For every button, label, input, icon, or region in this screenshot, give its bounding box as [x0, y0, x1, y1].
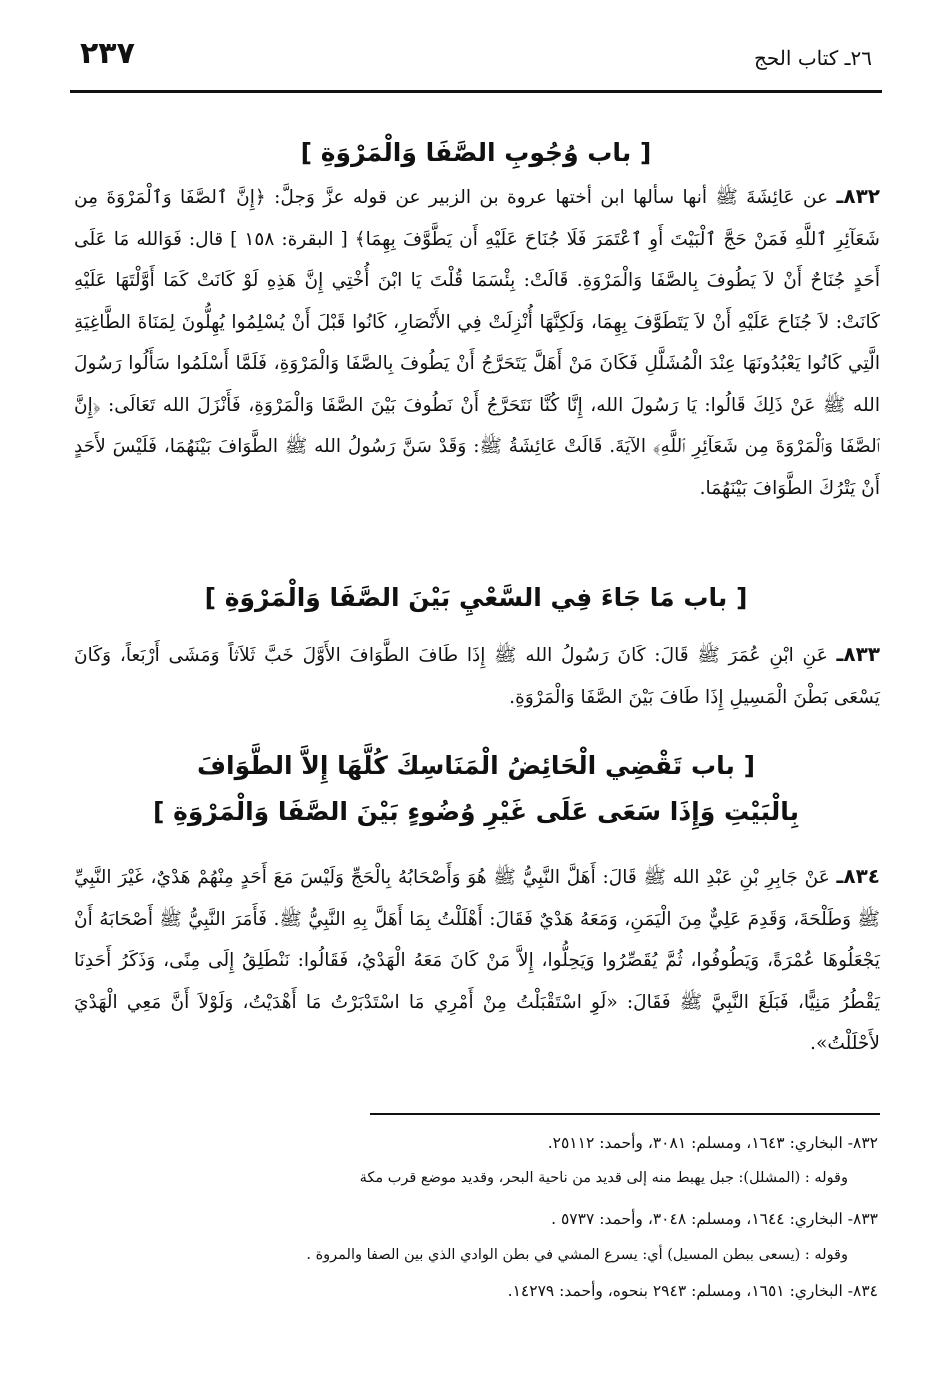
hadith-number: ٨٣٣ـ: [836, 642, 880, 666]
hadith-text: عَنْ جَابِرِ بْنِ عَبْدِ الله ﷺ قَالَ: أَهَلَّ النَّبِيُّ ﷺ هُوَ وَأَصْحَابُهُ بِالْحَجِّ وَلَيْسَ مَعَ أَحَدٍ مِنْهُمْ هَدْيٌ، غَيْرَ النَّبِيِّ ﷺ وَطَلْحَةَ، وَقَدِمَ عَلِيٌّ مِنَ الْيَمَنِ، وَمَعَهُ هَدْيٌ فَقَالَ: أَهْلَلْتُ بِمَا أَهَلَّ بِهِ النَّبِيُّ ﷺ. فَأَمَرَ النَّبِيُّ ﷺ أَصْحَابَهُ أَنْ يَجْعَلُوهَا عُمْرَةً، وَيَطُوفُوا، ثُمَّ يُقَصِّرُوا وَيَحِلُّوا، إِلاَّ مَنْ كَانَ مَعَهُ الْهَدْيُ، فَقَالُوا: نَنْطَلِقُ إِلَى مِنًى، وَذَكَرُ أَحَدِنَا يَقْطُرُ مَنِيًّا، فَبَلَغَ النَّبِيَّ ﷺ فَقَالَ: «لَوِ اسْتَقْبَلْتُ مِنْ أَمْرِي مَا اسْتَدْبَرْتُ مَا أَهْدَيْتُ، وَلَوْلاَ أَنَّ مَعِي الْهَدْيَ لأَحْلَلْتُ».: [74, 867, 880, 1054]
hadith-text: عن عَائِشَةَ ﷺ أنها سألها ابن أختها عروة بن الزبير عن قوله عزَّ وَجلَّ: ﴿إِنَّ ٱلصَّفَا وَٱلْمَرْوَةَ مِن شَعَآئِرِ ٱللَّهِ فَمَنْ حَجَّ ٱلْبَيْتَ أَوِ ٱعْتَمَرَ فَلَا جُنَاحَ عَلَيْهِ أَن يَطَّوَّفَ بِهِمَا﴾ [ البقرة: ١٥٨ ] قال: فَوَالله مَا عَلَى أَحَدٍ جُنَاحٌ أَنْ لاَ يَطُوفَ بِالصَّفَا وَالْمَرْوَةِ. قَالَتْ: بِئْسَمَا قُلْتَ يَا ابْنَ أُخْتِي إِنَّ هَذِهِ لَوْ كَانَتْ كَمَا أَوَّلْتَهَا عَلَيْهِ كَانَتْ: لاَ جُنَاحَ عَلَيْهِ أَنْ لاَ يَتَطَوَّفَ بِهِمَا، وَلَكِنَّهَا أُنْزِلَتْ فِي الأَنْصَارِ، كَانُوا قَبْلَ أَنْ يُسْلِمُوا يُهِلُّونَ لِمَنَاةَ الطَّاغِيَةِ الَّتِي كَانُوا يَعْبُدُونَهَا عِنْدَ الْمُشَلَّلِ فَكَانَ مَنْ أَهَلَّ يَتَحَرَّجُ أَنْ يَطُوفَ بِالصَّفَا وَالْمَرْوَةِ، فَلَمَّا أَسْلَمُوا سَأَلُوا رَسُولَ الله ﷺ عَنْ ذَلِكَ قَالُوا: يَا رَسُولَ الله، إِنَّا كُنَّا نَتَحَرَّجُ أَنْ نَطُوفَ بَيْنَ الصَّفَا وَالْمَرْوَةِ، فَأَنْزَلَ الله تَعَالَى: ﴿إِنَّ ٱلصَّفَا وَٱلْمَرْوَةَ مِن شَعَآئِرِ ٱللَّهِ﴾ الآيَةَ. قَالَتْ عَائِشَةُ ﷺ: وَقَدْ سَنَّ رَسُولُ الله ﷺ الطَّوَافَ بَيْنَهُمَا، فَلَيْسَ لأَحَدٍ أَنْ يَتْرُكَ الطَّوَافَ بَيْنَهُمَا.: [74, 187, 881, 499]
hadith-834: [74, 856, 880, 1065]
hadith-832: [74, 176, 880, 509]
footnote: ٨٣٤- البخاري: ١٦٥١، ومسلم: ٢٩٤٣ بنحوه، وأحمد: ١٤٢٧٩.: [507, 1282, 878, 1300]
chapter-title: [ باب مَا جَاءَ فِي السَّعْيِ بَيْنَ الصَّفَا وَالْمَرْوَةِ ]: [204, 583, 748, 612]
page-header: [70, 28, 880, 88]
header-rule: [70, 90, 882, 93]
chapter-title: [ باب وُجُوبِ الصَّفَا وَالْمَرْوَةِ ]: [300, 138, 652, 167]
footnote-rule: [370, 1113, 880, 1115]
chapter-title-line-1: [ باب تَقْضِي الْحَائِضُ الْمَنَاسِكَ كُلَّهَا إِلاَّ الطَّوَافَ: [197, 751, 755, 780]
footnote: ٨٣٣- البخاري: ١٦٤٤، ومسلم: ٣٠٤٨، وأحمد: ٥٧٣٧ .: [551, 1210, 878, 1228]
footnote-note: وقوله : (المشلل): جبل يهبط منه إلى قديد من ناحية البحر، وقديد موضع قرب مكة: [359, 1170, 848, 1186]
footnote-note: وقوله : (يسعى ببطن المسيل) أي: يسرع المشي في بطن الوادي الذي بين الصفا والمروة .: [306, 1247, 848, 1263]
running-head: ٢٦ـ كتاب الحج: [753, 46, 872, 70]
hadith-number: ٨٣٤ـ: [836, 864, 880, 888]
hadith-833: [74, 634, 880, 718]
hadith-number: ٨٣٢ـ: [836, 184, 880, 208]
chapter-title-line-2: بِالْبَيْتِ وَإِذَا سَعَى عَلَى غَيْرِ وُضُوءٍ بَيْنَ الصَّفَا وَالْمَرْوَةِ ]: [152, 797, 800, 826]
page-number: ٢٣٧: [80, 36, 135, 71]
footnote: ٨٣٢- البخاري: ١٦٤٣، ومسلم: ٣٠٨١، وأحمد: ٢٥١١٢.: [547, 1134, 878, 1152]
hadith-text: عَنِ ابْنِ عُمَرَ ﷺ قَالَ: كَانَ رَسُولُ الله ﷺ إِذَا طَافَ الطَّوَافَ الأَوَّلَ خَبَّ ثَلاَثاً وَمَشَى أَرْبَعاً، وَكَانَ يَسْعَى بَطْنَ الْمَسِيلِ إِذَا طَافَ بَيْنَ الصَّفَا وَالْمَرْوَةِ.: [74, 645, 880, 708]
